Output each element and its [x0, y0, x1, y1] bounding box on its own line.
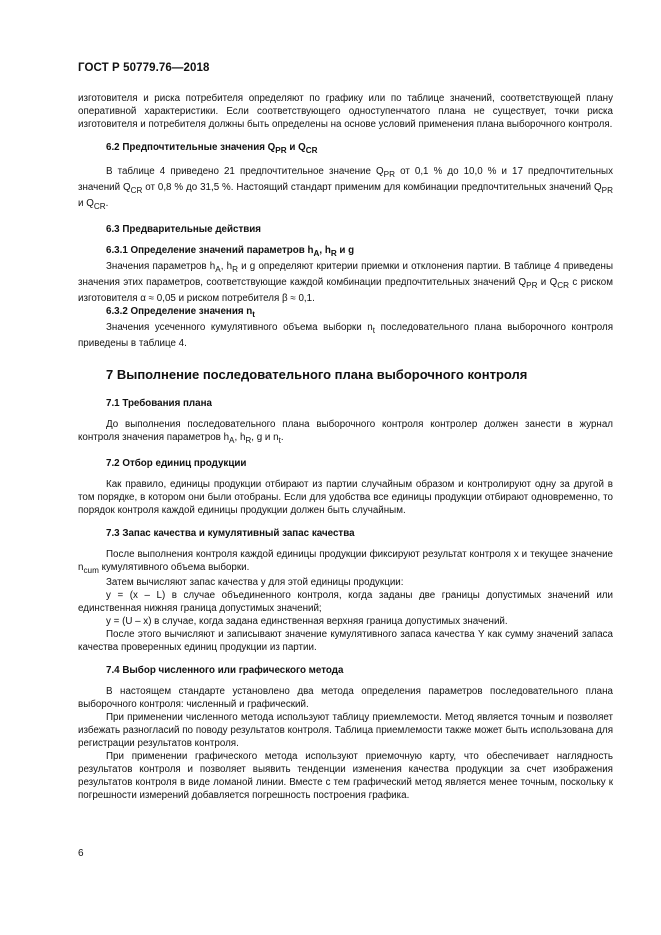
section-7-2-heading: 7.2 Отбор единиц продукции: [106, 457, 247, 469]
section-7-4-p1: В настоящем стандарте установлено два метода определения параметров последовательного плана выборочного контроля: численный и графический.: [78, 686, 613, 711]
section-7-3-p3: y = (x – L) в случае объединенного контроля, когда заданы две границы допустимых значений или единственная нижняя граница допустимых значений;: [78, 590, 613, 615]
section-7-2-text: Как правило, единицы продукции отбирают из партии случайным образом и контролируют одну за другой в том порядке, в котором они были отобраны. Если для удобства все единицы продукции отбирают одновременно, то порядок контроля каждой единицы продукции должен быть случайным.: [78, 478, 613, 516]
section-6-3-1-heading: 6.3.1 Определение значений параметров $h_A$, $h_R$ и g: [106, 244, 355, 258]
section-6-3-1-text: Значения параметров $h_A$, $h_R$ и g определяют критерии приемки и отклонения партии. В таблице 4 приведены значения этих параметров, соответствующие каждой комбинации предпочтительных значений $Q_{PR}$ и $Q_{CR}$ с риском изготовителя α ≈ 0,05 и риском потребителя β ≈ 0,1.: [78, 260, 614, 304]
page-number: 6: [78, 848, 84, 859]
section-6-2-text: В таблице 4 приведено 21 предпочтительное значение $Q_{PR}$ от 0,1 % до 10,0 % и 17 предпочтительных значений $Q_{CR}$ от 0,8 % до 31,5 %. Настоящий стандарт применим для комбинации предпочтительных значений $Q_{PR}$ и $Q_{CR}$.: [78, 165, 614, 211]
section-7-3-heading: 7.3 Запас качества и кумулятивный запас качества: [106, 527, 355, 539]
section-7-3-p5: После этого вычисляют и записывают значение кумулятивного запаса качества Y как сумму значений запаса качества проверенных единиц продукции из партии.: [78, 629, 613, 654]
section-7-4-p2: При применении численного метода используют таблицу приемлемости. Метод является точным и позволяет избежать разногласий по поводу результатов контроля. Таблица приемлемости также может быть использована для регистрации результатов контроля.: [78, 712, 613, 750]
paragraph-intro: изготовителя и риска потребителя определяют по графику или по таблице значений, соответствующей плану оперативной характеристики. Если соответствующего одноступенчатого плана не существует, точки риска изготовителя и потребителя должны быть определены на основе условий применения плана выборочного контроля.: [78, 93, 613, 130]
section-6-3-2-text: Значения усеченного кумулятивного объема выборки $n_t$ последовательного плана выборочного контроля приведены в таблице 4.: [78, 321, 614, 349]
section-7-4-heading: 7.4 Выбор численного или графического метода: [106, 665, 344, 677]
section-7-heading: 7 Выполнение последовательного плана выборочного контроля: [106, 366, 528, 382]
section-6-3-2-heading: 6.3.2 Определение значения $n_t$: [106, 305, 256, 319]
document-body: [78, 92, 613, 802]
section-6-3-heading: 6.3 Предварительные действия: [106, 223, 262, 235]
section-7-3-p2: Затем вычисляют запас качества y для этой единицы продукции:: [106, 577, 404, 589]
section-7-1-text: До выполнения последовательного плана выборочного контроля контролер должен занести в журнал контроля значения параметров $h_A$, $h_R$, g и $n_t$.: [78, 418, 613, 445]
section-7-1-heading: 7.1 Требования плана: [106, 397, 212, 409]
section-6-2-heading: 6.2 Предпочтительные значения $Q_{PR}$ и $Q_{CR}$: [106, 142, 318, 155]
section-7-4-p3: При применении графического метода используют приемочную карту, что обеспечивает наглядность результатов контроля и позволяет выявить тенденции изменения качества продукции за счет изображения результатов контроля в виде ломаной линии. Вместе с тем графический метод является менее точным, поскольку к погрешности измерений добавляется погрешность построения графика.: [78, 751, 613, 802]
section-7-3-p4: y = (U – x) в случае, когда задана единственная верхняя граница допустимых значений.: [106, 616, 508, 628]
document-header: ГОСТ Р 50779.76—2018: [78, 62, 210, 74]
section-7-3-p1: После выполнения контроля каждой единицы продукции фиксируют результат контроля x и текущее значение $n_{cum}$ кумулятивного объема выборки.: [78, 548, 613, 575]
